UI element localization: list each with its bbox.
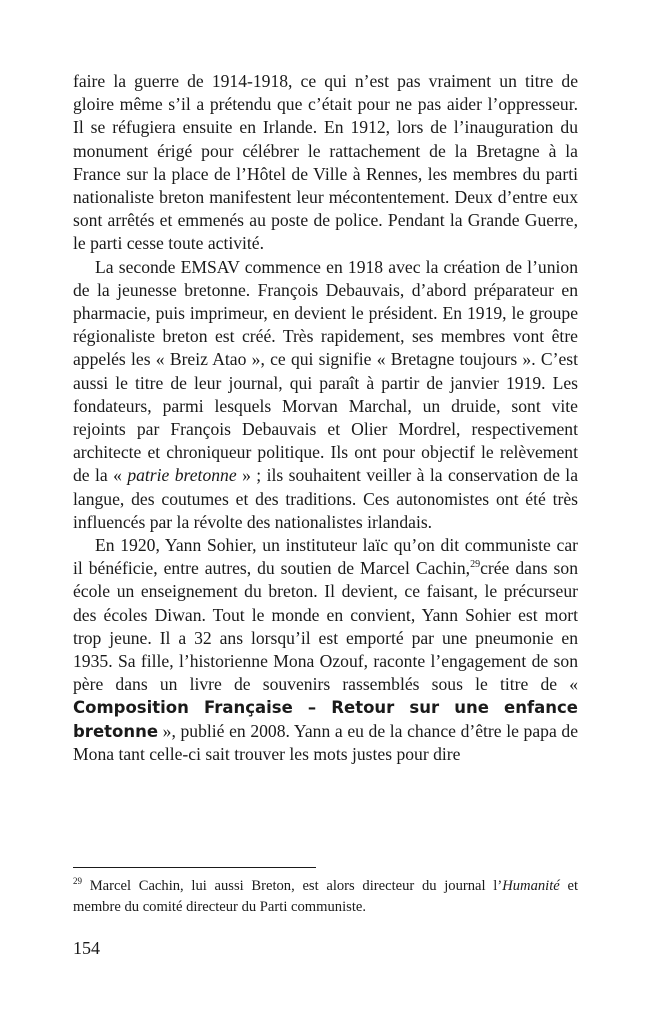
paragraph-2 [73, 256, 578, 534]
paragraph-3 [73, 534, 578, 766]
paragraph-3-text-c: », publié en 2008. Yann a eu de la chance d’être le papa de Mona tant celle-ci sait trouver les mots justes pour dire [73, 720, 578, 764]
footnote-separator [73, 867, 316, 868]
page-number: 154 [73, 938, 100, 958]
paragraph-2-text-b: » ; ils souhaitent veiller à la conservation de la langue, des coutumes et des traditions. Ces autonomistes ont été très influencés par la révolte des nationalistes irlandais. [73, 465, 579, 532]
footnote-italic: Humanité [502, 878, 560, 894]
paragraph-2-text-a: La seconde EMSAV commence en 1918 avec la création de l’union de la jeunesse bretonne. François Debauvais, d’abord préparateur en pharmacie, puis imprimeur, en devient le président. En 1919, le groupe régionaliste breton est créé. Très rapidement, ses membres vont être appelés les « Breiz Atao », ce qui signifie « Bretagne toujours ». C’est aussi le titre de leur journal, qui paraît à partir de janvier 1919. Les fondateurs, parmi lesquels Morvan Marchal, un druide, sont vite rejoints par François Debauvais et Olier Mordrel, respectivement architecte et chroniqueur politique. Ils ont pour objectif le relèvement de la « [73, 256, 578, 486]
paragraph-2-italic: patrie bretonne [127, 465, 237, 486]
footnote-text-b: et membre du comité directeur du Parti communiste. [73, 878, 578, 915]
paragraph-3-text-a: En 1920, Yann Sohier, un instituteur laïc qu’on dit communiste car il bénéficie, entre autres, du soutien de Marcel Cachin, [73, 535, 578, 579]
footnote-text-a: Marcel Cachin, lui aussi Breton, est alors directeur du journal l’ [82, 878, 503, 894]
book-title: Composition Française – Retour sur une enfance bretonne [73, 698, 578, 741]
footnote [73, 876, 578, 918]
page-body [73, 70, 578, 766]
footnote-reference: 29 [470, 559, 481, 571]
paragraph-1: faire la guerre de 1914-1918, ce qui n’est pas vraiment un titre de gloire même s’il a prétendu que c’était pour ne pas aider l’oppresseur. Il se réfugiera ensuite en Irlande. En 1912, lors de l’inauguration du monument érigé pour célébrer le rattachement de la Bretagne à la France sur la place de l’Hôtel de Ville à Rennes, les membres du parti nationaliste breton manifestent leur mécontentement. Deux d’entre eux sont arrêtés et emmenés au poste de police. Pendant la Grande Guerre, le parti cesse toute activité. [73, 71, 578, 254]
footnote-number: 29 [73, 876, 82, 886]
paragraph-3-text-b: crée dans son école un enseignement du breton. Il devient, ce faisant, le précurseur des écoles Diwan. Tout le monde en convient, Yann Sohier est mort trop jeune. Il a 32 ans lorsqu’il est emporté par une pneumonie en 1935. Sa fille, l’historienne Mona Ozouf, raconte l’engagement de son père dans un livre de souvenirs rassemblés sous le titre de « [73, 558, 579, 695]
